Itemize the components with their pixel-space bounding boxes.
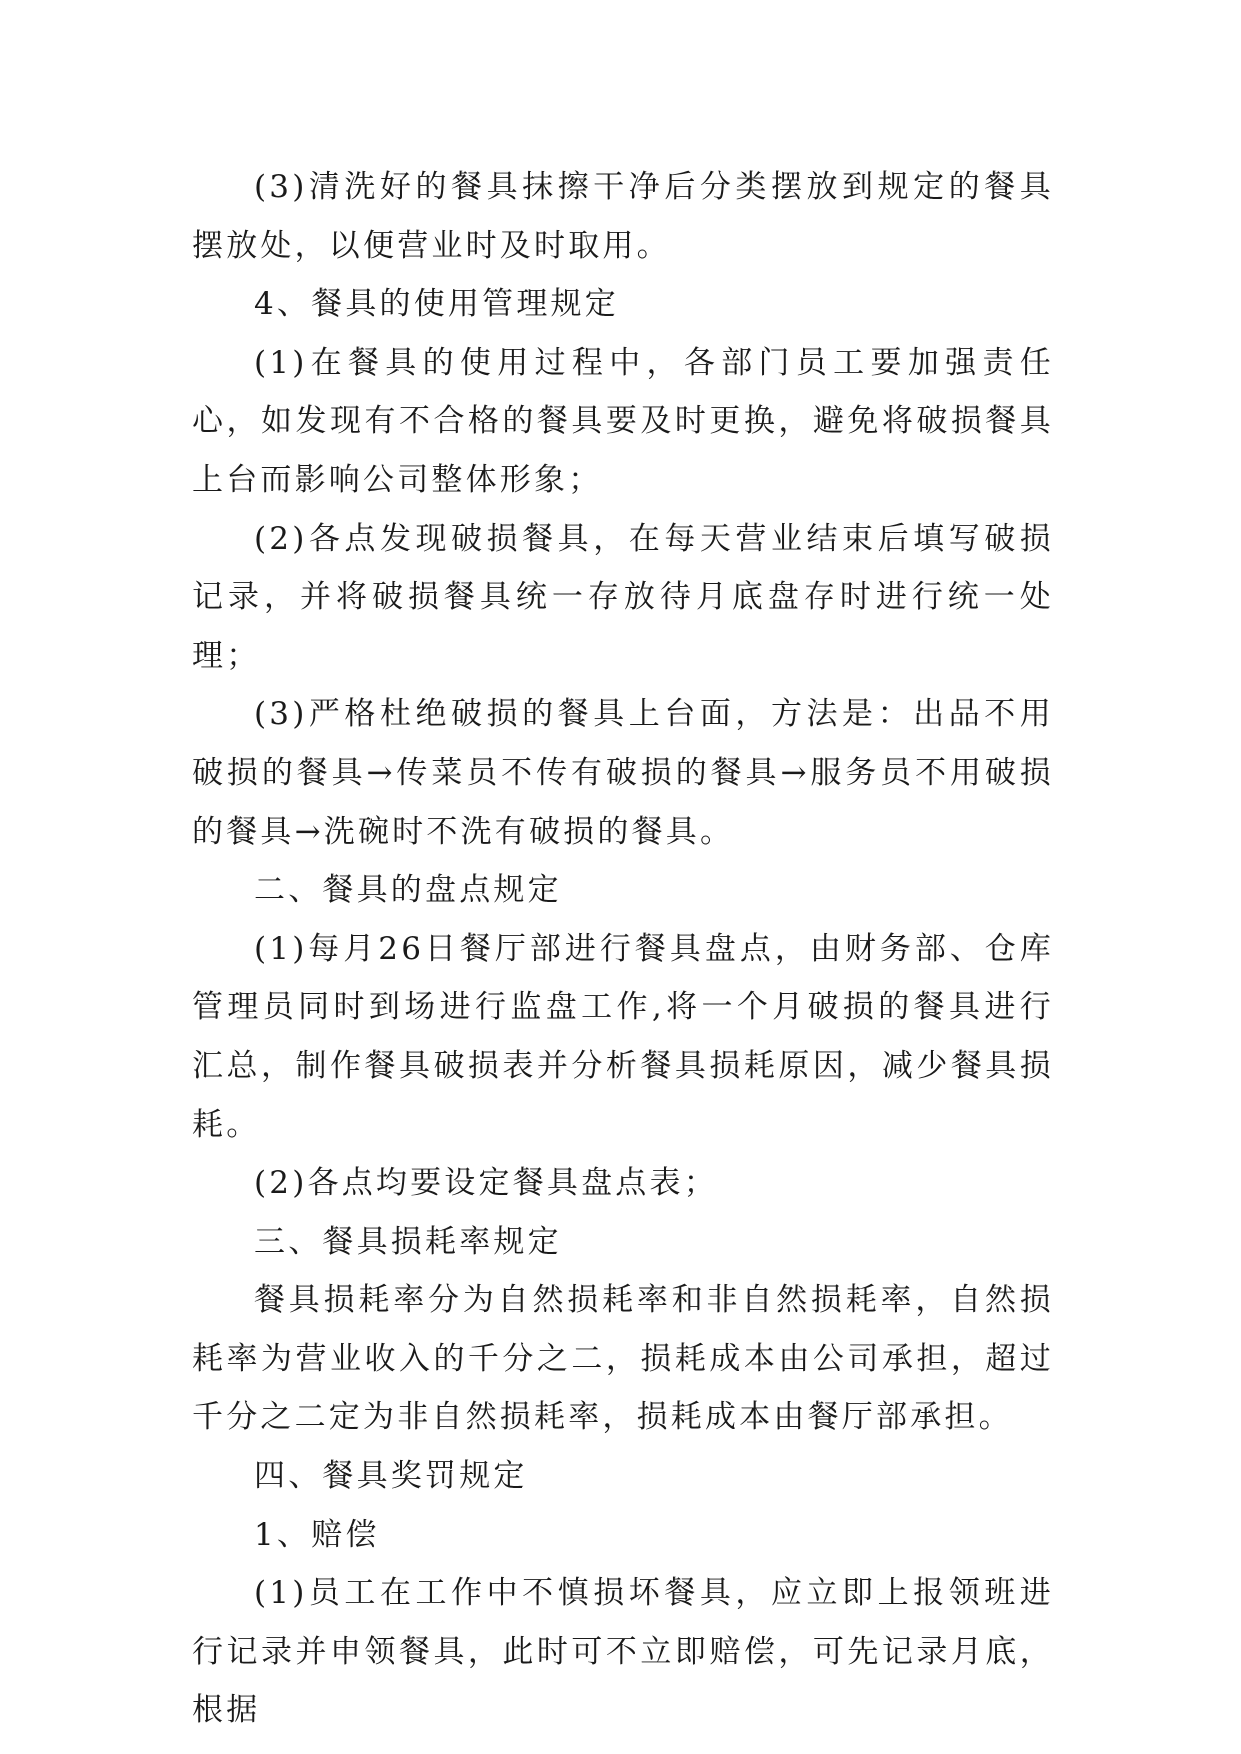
paragraph: 餐具损耗率分为自然损耗率和非自然损耗率，自然损耗率为营业收入的千分之二，损耗成本由公司承担，超过千分之二定为非自然损耗率，损耗成本由餐厅部承担。 [192, 1282, 1054, 1436]
paragraph: (2)各点均要设定餐具盘点表； [254, 1165, 718, 1202]
paragraph: (3)清洗好的餐具抹擦干净后分类摆放到规定的餐具摆放处，以便营业时及时取用。 [192, 169, 1054, 264]
paragraph: (2)各点发现破损餐具，在每天营业结束后填写破损记录，并将破损餐具统一存放待月底盘存时进行统一处理； [192, 520, 1054, 674]
section-heading: 二、餐具的盘点规定 [254, 872, 562, 909]
document-body [192, 158, 1054, 1740]
paragraph: (3)严格杜绝破损的餐具上台面，方法是：出品不用破损的餐具→传菜员不传有破损的餐具→服务员不用破损的餐具→洗碗时不洗有破损的餐具。 [192, 696, 1054, 850]
section-heading: 4、餐具的使用管理规定 [254, 286, 619, 323]
paragraph: (1)每月26日餐厅部进行餐具盘点，由财务部、仓库管理员同时到场进行监盘工作,将一个月破损的餐具进行汇总，制作餐具破损表并分析餐具损耗原因，减少餐具损耗。 [192, 930, 1054, 1143]
section-heading: 四、餐具奖罚规定 [254, 1458, 528, 1495]
paragraph: (1)在餐具的使用过程中，各部门员工要加强责任心，如发现有不合格的餐具要及时更换，避免将破损餐具上台而影响公司整体形象； [192, 344, 1054, 498]
paragraph: (1)员工在工作中不慎损坏餐具，应立即上报领班进行记录并申领餐具，此时可不立即赔偿，可先记录月底，根据 [192, 1575, 1054, 1729]
section-heading: 三、餐具损耗率规定 [254, 1223, 562, 1260]
subsection-heading: 1、赔偿 [254, 1516, 380, 1553]
